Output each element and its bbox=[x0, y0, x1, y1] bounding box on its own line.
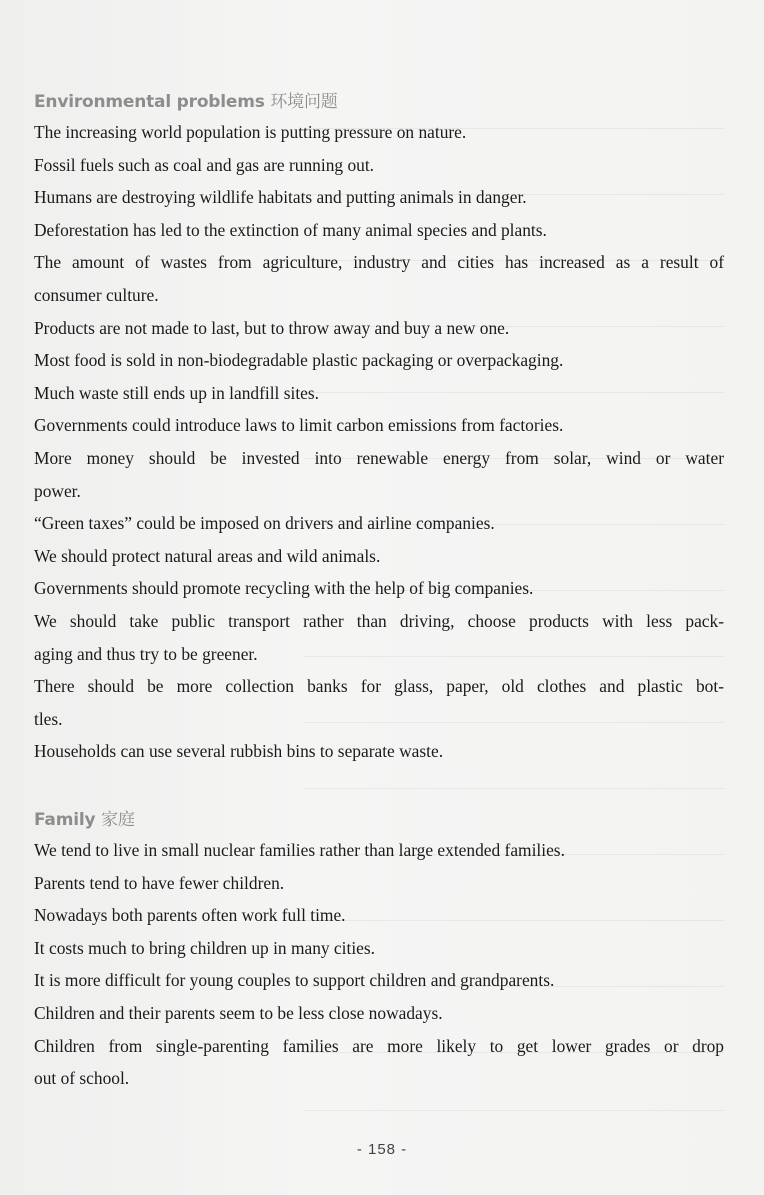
family-section bbox=[34, 806, 724, 1095]
environment-line: More money should be invested into renewable energy from solar, wind or water bbox=[34, 447, 724, 468]
family-line: out of school. bbox=[34, 1068, 130, 1089]
family-line: We tend to live in small nuclear families rather than large extended families. bbox=[34, 840, 565, 860]
page-number: - 158 - bbox=[356, 1141, 408, 1158]
environment-heading bbox=[34, 88, 724, 116]
family-heading-text: Family bbox=[34, 810, 96, 830]
environment-line: The increasing world population is putting pressure on nature. bbox=[34, 122, 467, 142]
environment-line: Humans are destroying wildlife habitats and putting animals in danger. bbox=[34, 187, 527, 208]
environment-line: There should be more collection banks for glass, paper, old clothes and plastic bot- bbox=[34, 676, 724, 697]
environment-line: consumer culture. bbox=[34, 284, 159, 305]
environment-line: Governments could introduce laws to limit carbon emissions from factories. bbox=[34, 415, 564, 436]
family-line: Parents tend to have fewer children. bbox=[34, 872, 285, 893]
environment-line: Fossil fuels such as coal and gas are running out. bbox=[34, 154, 375, 175]
environment-line: tles. bbox=[34, 708, 63, 729]
environment-line: Governments should promote recycling with the help of big companies. bbox=[34, 578, 534, 599]
family-line: It is more difficult for young couples to support children and grandparents. bbox=[34, 970, 555, 991]
environment-heading-zh: 环境问题 bbox=[270, 92, 338, 112]
environment-line: Households can use several rubbish bins to separate waste. bbox=[34, 741, 444, 762]
environment-line: Most food is sold in non-biodegradable plastic packaging or overpackaging. bbox=[34, 350, 564, 371]
bleed-through-line bbox=[304, 1110, 724, 1111]
environment-line: We should protect natural areas and wild animals. bbox=[34, 545, 381, 566]
environment-line: We should take public transport rather than driving, choose products with less pack- bbox=[34, 610, 724, 631]
family-heading bbox=[34, 806, 724, 834]
environment-line: The amount of wastes from agriculture, industry and cities has increased as a result of bbox=[34, 252, 724, 273]
environment-section bbox=[34, 88, 724, 768]
family-line: It costs much to bring children up in many cities. bbox=[34, 937, 375, 958]
family-line: Children and their parents seem to be less close nowadays. bbox=[34, 1002, 443, 1023]
environment-line: power. bbox=[34, 480, 81, 501]
environment-heading-text: Environmental problems bbox=[34, 92, 265, 112]
bleed-through-line bbox=[304, 788, 724, 789]
environment-line: Deforestation has led to the extinction of many animal species and plants. bbox=[34, 219, 547, 240]
family-line: Children from single-parenting families are more likely to get lower grades or drop bbox=[34, 1035, 724, 1056]
environment-line: Products are not made to last, but to throw away and buy a new one. bbox=[34, 317, 510, 338]
environment-line: aging and thus try to be greener. bbox=[34, 643, 258, 664]
environment-line: “Green taxes” could be imposed on drivers and airline companies. bbox=[34, 513, 495, 534]
environment-line: Much waste still ends up in landfill sites. bbox=[34, 382, 319, 403]
family-line: Nowadays both parents often work full time. bbox=[34, 905, 346, 926]
family-heading-zh: 家庭 bbox=[101, 810, 135, 830]
